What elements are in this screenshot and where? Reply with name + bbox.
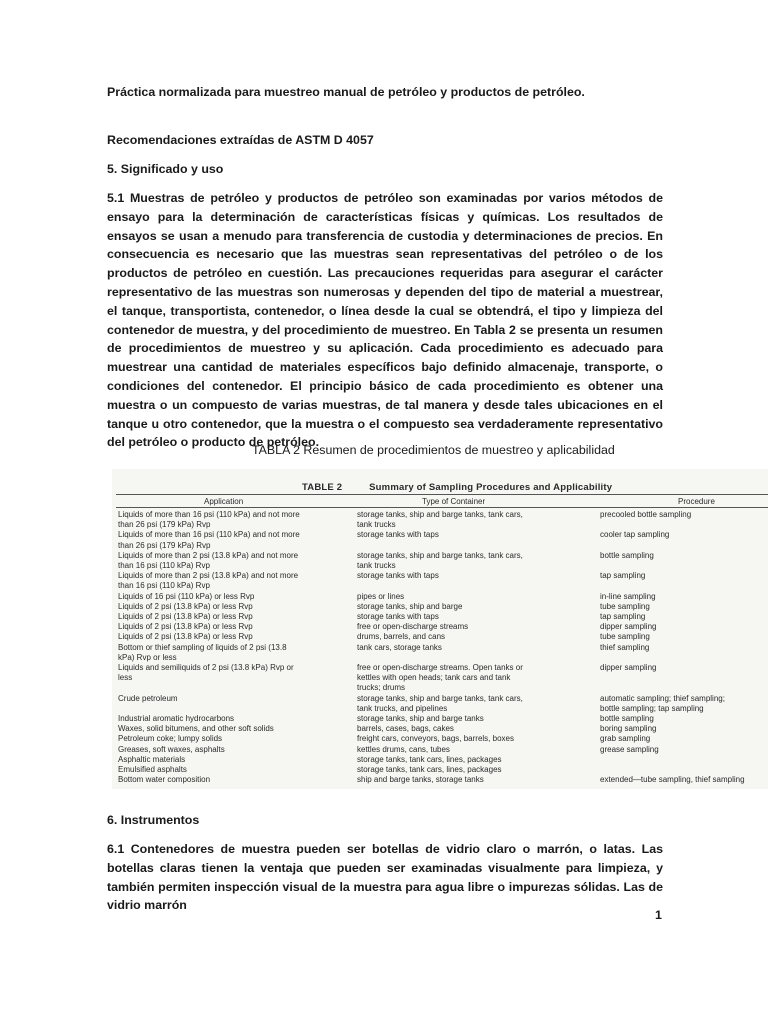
cell-container: storage tanks, tank cars, lines, packages bbox=[357, 765, 502, 774]
cell-container: storage tanks with taps bbox=[357, 530, 439, 540]
table-top-rule bbox=[116, 494, 768, 495]
cell-procedure: extended—tube sampling, thief sampling bbox=[600, 775, 745, 785]
cell-container: free or open-discharge streams bbox=[357, 622, 469, 632]
cell-container: storage tanks, ship and barge tanks, tank cars, bbox=[357, 550, 523, 560]
cell-container: freight cars, conveyors, bags, barrels, boxes bbox=[357, 734, 514, 744]
cell-application: Asphaltic materials bbox=[118, 754, 186, 764]
paragraph-6-1: 6.1 Contenedores de muestra pueden ser botellas de vidrio claro o marrón, o latas. Las botellas claras tienen la ventaja que pueden ser examinadas visualmente para limpieza, y también permiten inspección visual de la muestra para agua libre o impurezas sólidas. Las de vidrio marrón bbox=[107, 842, 663, 913]
table-row bbox=[116, 581, 768, 591]
cell-procedure: thief sampling bbox=[600, 642, 650, 652]
table-row bbox=[116, 734, 768, 744]
cell-container: kettles drums, cans, tubes bbox=[357, 744, 450, 754]
document-subtitle: Recomendaciones extraídas de ASTM D 4057 bbox=[107, 133, 374, 147]
cell-procedure: grease sampling bbox=[600, 744, 659, 754]
cell-application: kPa) Rvp or less bbox=[118, 652, 177, 662]
table-header-rule bbox=[116, 507, 768, 508]
table-row bbox=[116, 602, 768, 612]
cell-container: storage tanks, ship and barge tanks bbox=[357, 714, 484, 723]
cell-application: Liquids and semiliquids of 2 psi (13.8 kPa) Rvp or bbox=[118, 663, 294, 672]
cell-application: Liquids of 2 psi (13.8 kPa) or less Rvp bbox=[118, 612, 253, 621]
cell-procedure: bottle sampling bbox=[600, 550, 654, 560]
table-row bbox=[116, 612, 768, 622]
cell-application: Liquids of 2 psi (13.8 kPa) or less Rvp bbox=[118, 632, 253, 642]
cell-procedure: cooler tap sampling bbox=[600, 530, 670, 540]
cell-container: storage tanks, ship and barge tanks, tank cars, bbox=[357, 693, 523, 703]
cell-application: than 26 psi (179 kPa) Rvp bbox=[118, 540, 211, 550]
paragraph-5-1: 5.1 Muestras de petróleo y productos de petróleo son examinadas por varios métodos de ensayo para la determinación de características físicas y químicas. Los resultados de ensayos se usan a menudo para transferencia de custodia y determinaciones de precios. En consecuencia es necesario que las muestras sean representativas del petróleo o de los productos de petróleo en cuestión. Las precauciones requeridas para asegurar el carácter representativo de las muestras son numerosas y dependen del tipo de material a muestrear, el tanque, transportista, contenedor, o línea desde la cual se obtendrá, el tipo y limpieza del contenedor de muestra, y del procedimiento de muestreo. En Tabla 2 se presenta un resumen de procedimientos de muestreo y su aplicación. Cada procedimiento es adecuado para muestrear una cantidad de materiales específicos bajo definido almacenaje, transporte, o condiciones del contenedor. El principio básico de cada procedimiento es obtener una muestra o un compuesto de varias muestras, de tal manera y desde tales ubicaciones en el tanque u otro contenedor, que la muestra o el compuesto sea verdaderamente representativo del petróleo o producto de petróleo. bbox=[107, 191, 663, 450]
table-row bbox=[116, 551, 768, 561]
cell-application: Liquids of more than 16 psi (110 kPa) and not more bbox=[118, 530, 300, 540]
table-row bbox=[116, 510, 768, 520]
cell-container: storage tanks, tank cars, lines, packages bbox=[357, 754, 502, 764]
table-row bbox=[116, 530, 768, 540]
cell-container: storage tanks with taps bbox=[357, 612, 439, 621]
table-row bbox=[116, 622, 768, 632]
cell-container: tank trucks bbox=[357, 520, 396, 530]
cell-procedure: dipper sampling bbox=[600, 663, 657, 672]
table-row bbox=[116, 592, 768, 602]
cell-procedure: dipper sampling bbox=[600, 622, 657, 632]
table-row bbox=[116, 653, 768, 663]
table-row bbox=[116, 520, 768, 530]
table-row bbox=[116, 775, 768, 785]
section-5-heading: 5. Significado y uso bbox=[107, 162, 224, 176]
cell-procedure: tap sampling bbox=[600, 571, 646, 581]
cell-container: tank trucks, and pipelines bbox=[357, 703, 448, 713]
table-row bbox=[116, 541, 768, 551]
scanned-table-image bbox=[112, 469, 768, 789]
header-container: Type of Container bbox=[422, 497, 486, 506]
table-row bbox=[116, 745, 768, 755]
page-number: 1 bbox=[655, 908, 662, 922]
cell-container: trucks; drums bbox=[357, 683, 406, 693]
table-row bbox=[116, 643, 768, 653]
cell-application: Liquids of 2 psi (13.8 kPa) or less Rvp bbox=[118, 601, 253, 611]
table-row bbox=[116, 632, 768, 642]
cell-container: storage tanks, ship and barge tanks, tank cars, bbox=[357, 510, 523, 519]
cell-procedure: in-line sampling bbox=[600, 591, 656, 601]
cell-procedure: precooled bottle sampling bbox=[600, 510, 692, 519]
table-row bbox=[116, 694, 768, 704]
header-application: Application bbox=[204, 497, 244, 506]
cell-container: pipes or lines bbox=[357, 591, 405, 601]
cell-application: than 16 psi (110 kPa) Rvp bbox=[118, 581, 210, 591]
cell-application: Crude petroleum bbox=[118, 693, 178, 703]
header-procedure: Procedure bbox=[678, 497, 715, 506]
cell-container: tank trucks bbox=[357, 561, 396, 570]
cell-procedure: tube sampling bbox=[600, 632, 650, 642]
cell-container: free or open-discharge streams. Open tanks or bbox=[357, 663, 523, 672]
table-row bbox=[116, 704, 768, 714]
cell-container: storage tanks with taps bbox=[357, 571, 439, 581]
table-row bbox=[116, 765, 768, 775]
table-row bbox=[116, 571, 768, 581]
scanned-table-title: Summary of Sampling Procedures and Applicability bbox=[369, 482, 613, 493]
cell-procedure: automatic sampling; thief sampling; bbox=[600, 693, 725, 703]
cell-application: Liquids of 2 psi (13.8 kPa) or less Rvp bbox=[118, 622, 253, 632]
cell-procedure: tube sampling bbox=[600, 601, 650, 611]
cell-application: than 16 psi (110 kPa) Rvp bbox=[118, 561, 210, 570]
cell-procedure: grab sampling bbox=[600, 734, 651, 744]
cell-application: Greases, soft waxes, asphalts bbox=[118, 744, 225, 754]
table-row bbox=[116, 714, 768, 724]
cell-procedure: boring sampling bbox=[600, 724, 657, 734]
cell-application: Bottom or thief sampling of liquids of 2 psi (13.8 bbox=[118, 642, 287, 652]
cell-application: than 26 psi (179 kPa) Rvp bbox=[118, 520, 211, 530]
cell-container: barrels, cases, bags, cakes bbox=[357, 724, 454, 734]
cell-application: Emulsified asphalts bbox=[118, 765, 187, 774]
table-row bbox=[116, 755, 768, 765]
cell-application: less bbox=[118, 673, 133, 683]
cell-application: Liquids of 16 psi (110 kPa) or less Rvp bbox=[118, 591, 255, 601]
table-row bbox=[116, 683, 768, 693]
table-row bbox=[116, 673, 768, 683]
scanned-table-number: TABLE 2 bbox=[302, 482, 343, 493]
cell-procedure: tap sampling bbox=[600, 612, 646, 621]
cell-application: Petroleum coke; lumpy solids bbox=[118, 734, 223, 744]
cell-application: Bottom water composition bbox=[118, 775, 211, 785]
cell-application: Industrial aromatic hydrocarbons bbox=[118, 714, 235, 723]
section-6-heading: 6. Instrumentos bbox=[107, 813, 200, 827]
document-title: Práctica normalizada para muestreo manual de petróleo y productos de petróleo. bbox=[107, 85, 585, 99]
cell-application: Liquids of more than 2 psi (13.8 kPa) and not more bbox=[118, 571, 299, 581]
cell-procedure: bottle sampling bbox=[600, 714, 654, 723]
cell-application: Liquids of more than 2 psi (13.8 kPa) and not more bbox=[118, 550, 299, 560]
cell-container: kettles with open heads; tank cars and tank bbox=[357, 673, 511, 683]
table-row bbox=[116, 724, 768, 734]
cell-container: drums, barrels, and cans bbox=[357, 632, 446, 642]
scanned-table-heading bbox=[302, 482, 612, 493]
cell-container: tank cars, storage tanks bbox=[357, 642, 442, 652]
cell-container: ship and barge tanks, storage tanks bbox=[357, 775, 484, 785]
cell-procedure: bottle sampling; tap sampling bbox=[600, 703, 704, 713]
table-row bbox=[116, 663, 768, 673]
cell-application: Waxes, solid bitumens, and other soft solids bbox=[118, 724, 274, 734]
cell-container: storage tanks, ship and barge bbox=[357, 601, 463, 611]
table-caption: TABLA 2 Resumen de procedimientos de muestreo y aplicabilidad bbox=[252, 443, 615, 457]
cell-application: Liquids of more than 16 psi (110 kPa) and not more bbox=[118, 510, 300, 519]
table-row bbox=[116, 561, 768, 571]
